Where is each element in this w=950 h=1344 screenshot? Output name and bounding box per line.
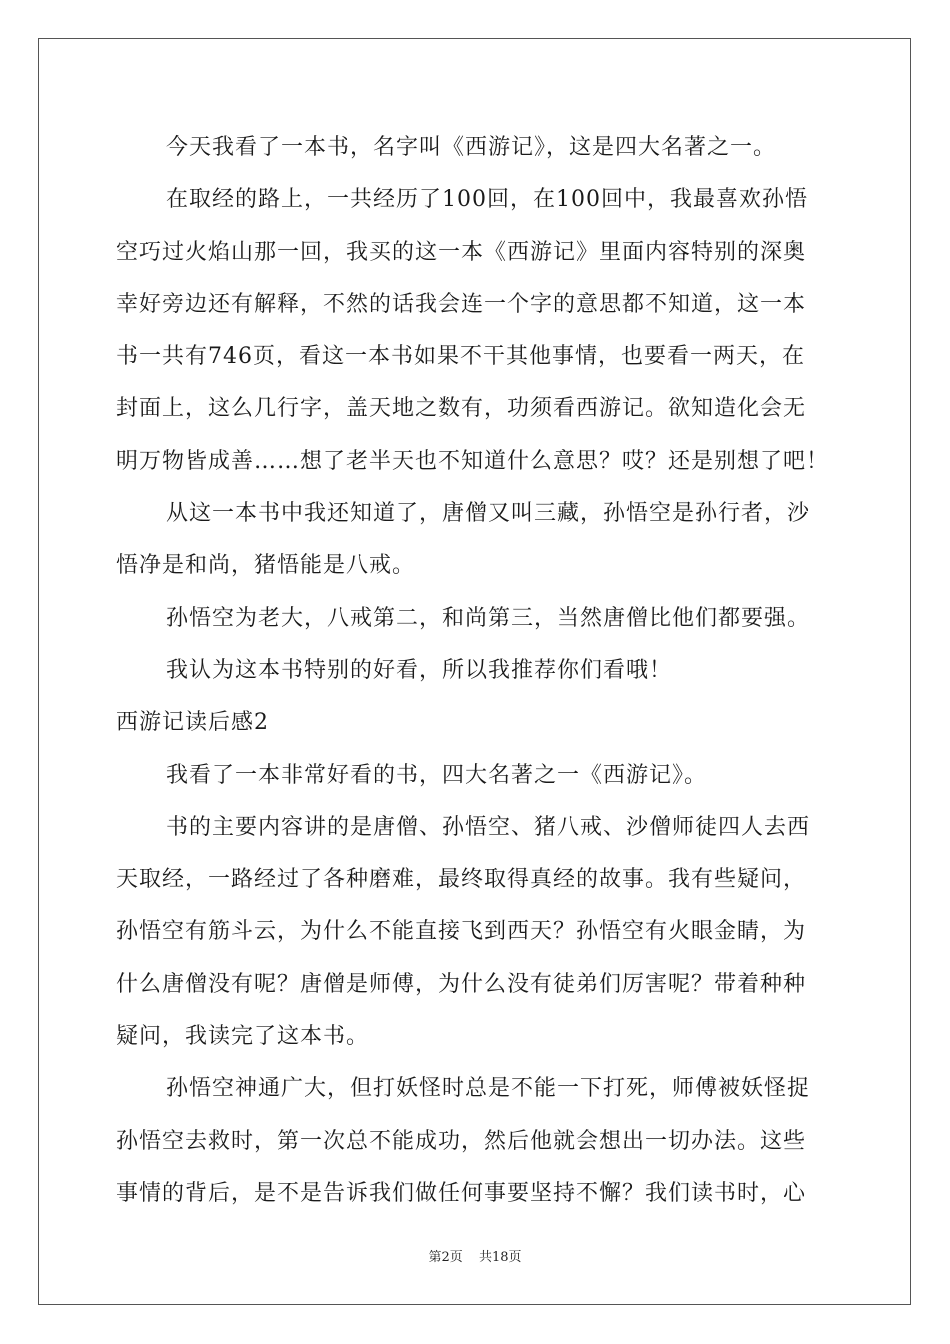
text-line: 什么唐僧没有呢？唐僧是师傅，为什么没有徒弟们厉害呢？带着种种 [116,971,807,997]
page-total: 共18页 [478,1250,522,1265]
text-line: 从这一本书中我还知道了，唐僧又叫三藏，孙悟空是孙行者，沙 [166,501,811,527]
text-line: 封面上，这么几行字，盖天地之数有，功须看西游记。欲知造化会无 [116,396,807,422]
text-line: 今天我看了一本书，名字叫《西游记》，这是四大名著之一。 [166,135,777,160]
text-line: 孙悟空有筋斗云，为什么不能直接飞到西天？孙悟空有火眼金睛，为 [116,919,807,945]
page-number: 第2页 [428,1250,463,1265]
document-body [116,128,836,1226]
text-line: 事情的背后，是不是告诉我们做任何事要坚持不懈？我们读书时，心 [116,1180,807,1206]
text-line: 孙悟空去救时，第一次总不能成功，然后他就会想出一切办法。这些 [116,1128,807,1154]
page-footer [0,1246,950,1265]
text-line: 悟净是和尚，猪悟能是八戒。 [116,553,416,579]
text-line: 我认为这本书特别的好看，所以我推荐你们看哦！ [166,657,673,683]
text-line: 书的主要内容讲的是唐僧、孙悟空、猪八戒、沙僧师徒四人去西 [166,814,811,840]
section-heading: 西游记读后感2 [116,710,269,736]
text-line: 孙悟空神通广大，但打妖怪时总是不能一下打死，师傅被妖怪捉 [166,1076,811,1102]
text-line: 幸好旁边还有解释，不然的话我会连一个字的意思都不知道，这一本 [116,291,807,317]
text-line: 我看了一本非常好看的书，四大名著之一《西游记》。 [166,762,708,788]
text-line: 空巧过火焰山那一回，我买的这一本《西游记》里面内容特别的深奥 [116,239,807,265]
text-line: 明万物皆成善……想了老半天也不知道什么意思？哎？还是别想了吧！ [116,448,830,474]
text-line: 书一共有746页，看这一本书如果不干其他事情，也要看一两天，在 [116,344,805,370]
text-line: 疑问，我读完了这本书。 [116,1024,370,1050]
text-line: 孙悟空为老大，八戒第二，和尚第三，当然唐僧比他们都要强。 [166,605,811,631]
text-line: 在取经的路上，一共经历了100回，在100回中，我最喜欢孙悟 [166,187,808,213]
text-line: 天取经，一路经过了各种磨难，最终取得真经的故事。我有些疑问， [116,867,807,893]
